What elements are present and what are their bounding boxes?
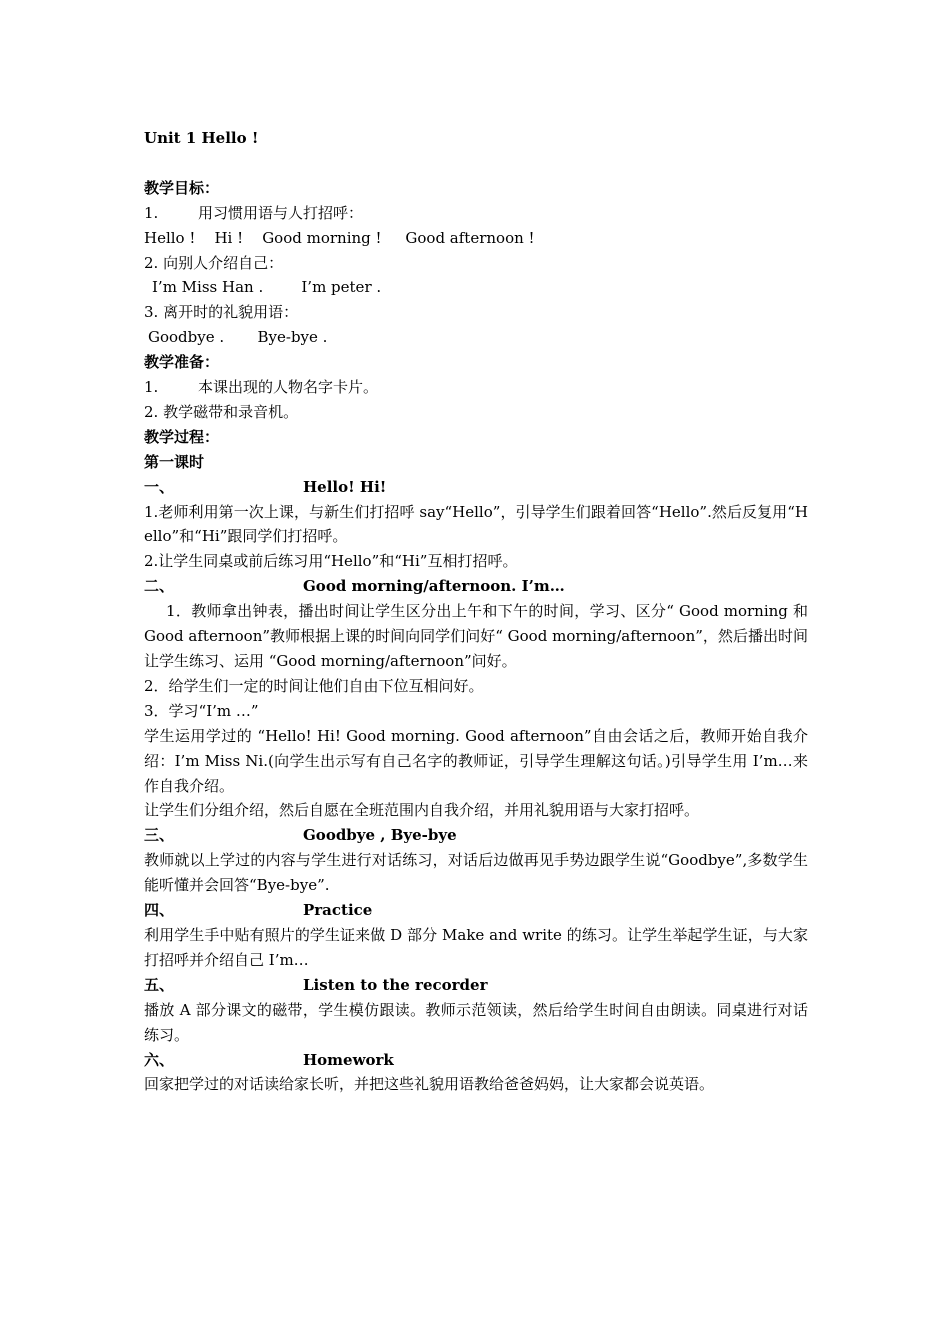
section-6-heading [144, 1048, 808, 1073]
spacer [144, 151, 808, 176]
preparation-item-1-text: 本课出现的人物名字卡片。 [198, 378, 379, 397]
section-2-title: Good morning/afternoon. I’m… [303, 577, 565, 596]
goal-item-3-examples: Goodbye . Bye-bye . [148, 328, 328, 347]
document-title: Unit 1 Hello ! [144, 129, 259, 147]
section-4-paragraph-1: 利用学生手中贴有照片的学生证来做 D 部分 Make and write 的练习。让学生举起学生证，与大家打招呼并介绍自己 I’m… [144, 925, 808, 969]
section-3-paragraph-1: 教师就以上学过的内容与学生进行对话练习，对话后边做再见手势边跟学生说“Goodbye”,多数学生能听懂并会回答“Bye-bye”. [144, 851, 808, 895]
section-1-title: Hello! Hi! [303, 477, 387, 496]
preparation-item-1 [144, 375, 808, 400]
section-6-title: Homework [303, 1050, 394, 1069]
section-6-number: 六、 [144, 1050, 175, 1069]
section-1-paragraph-2: 2.让学生同桌或前后练习用“Hello”和“Hi”互相打招呼。 [144, 552, 518, 571]
section-2-paragraph-3: 3．学习“I’m …” [144, 701, 259, 720]
section-4-title: Practice [303, 901, 373, 920]
section-3-title: Goodbye , Bye-bye [303, 826, 457, 845]
section-5-heading [144, 973, 808, 998]
section-2-heading [144, 574, 808, 599]
section-6-paragraph-1: 回家把学过的对话读给家长听，并把这些礼貌用语教给爸爸妈妈，让大家都会说英语。 [144, 1075, 715, 1094]
goal-item-3: 3. 离开时的礼貌用语： [144, 303, 299, 322]
document-body [144, 126, 808, 1097]
section-3-heading [144, 823, 808, 848]
process-heading: 教学过程： [144, 427, 220, 446]
section-3-number: 三、 [144, 826, 175, 845]
section-1-paragraph-1: 1.老师利用第一次上课，与新生们打招呼 say“Hello”，引导学生们跟着回答“Hello”.然后反复用“Hello”和“Hi”跟同学们打招呼。 [144, 502, 808, 546]
section-4-heading [144, 898, 808, 923]
goal-item-1-examples: Hello ! Hi ! Good morning ! Good afternoon ! [144, 228, 535, 247]
section-2-paragraph-4: 学生运用学过的 “Hello! Hi! Good morning. Good afternoon”自由会话之后，教师开始自我介绍：I’m Miss Ni.(向学生出示写有自己名字的教师证，引导学生理解这句话。)引导学生用 I’m…来作自我介绍。 [144, 726, 808, 795]
goal-item-1 [144, 201, 808, 226]
preparation-item-1-number: 1. [144, 378, 159, 397]
section-5-number: 五、 [144, 975, 175, 994]
section-5-title: Listen to the recorder [303, 975, 488, 994]
section-2-paragraph-1: 1．教师拿出钟表，播出时间让学生区分出上午和下午的时间，学习、区分“ Good morning 和 Good afternoon”教师根据上课的时间向同学们问好“ Good morning/afternoon”，然后播出时间让学生练习、运用 “Good morning/afternoon”问好。 [144, 602, 808, 671]
goal-item-1-text: 用习惯用语与人打招呼： [198, 203, 364, 222]
section-1-heading [144, 475, 808, 500]
preparation-item-2: 2. 教学磁带和录音机。 [144, 402, 299, 421]
section-2-number: 二、 [144, 577, 175, 596]
section-5-paragraph-1: 播放 A 部分课文的磁带，学生模仿跟读。教师示范领读，然后给学生时间自由朗读。同桌进行对话练习。 [144, 1000, 808, 1044]
section-1-number: 一、 [144, 477, 175, 496]
lesson-heading: 第一课时 [144, 452, 205, 471]
preparation-heading: 教学准备： [144, 353, 220, 372]
section-2-paragraph-5: 让学生们分组介绍，然后自愿在全班范围内自我介绍，并用礼貌用语与大家打招呼。 [144, 801, 700, 820]
goals-heading: 教学目标： [144, 178, 220, 197]
section-4-number: 四、 [144, 901, 175, 920]
goal-item-1-number: 1. [144, 203, 159, 222]
goal-item-2: 2. 向别人介绍自己： [144, 253, 284, 272]
section-2-paragraph-2: 2．给学生们一定的时间让他们自由下位互相问好。 [144, 676, 484, 695]
goal-item-2-examples: I’m Miss Han . I’m peter . [152, 278, 382, 297]
